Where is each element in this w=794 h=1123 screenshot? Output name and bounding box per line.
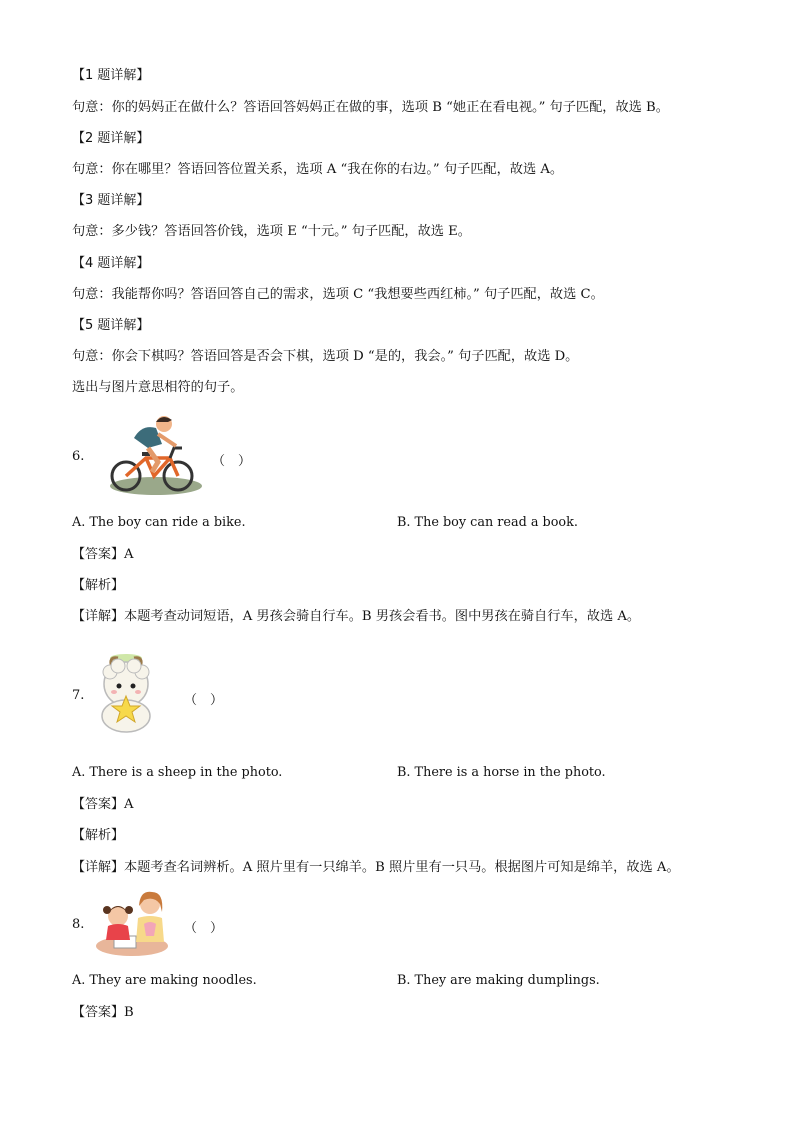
question-7-option-a: A. There is a sheep in the photo.	[72, 765, 283, 780]
question-8-answer	[72, 1004, 134, 1022]
question-6-answer-parentheses: （ ）	[212, 454, 252, 469]
detail-label: 【详解】	[72, 860, 125, 875]
explanation-2-text: 句意：你在哪里？答语回答位置关系，选项 A “我在你的右边。” 句子匹配，故选 A。	[72, 162, 564, 177]
question-7-number: 7.	[72, 688, 85, 703]
question-6-number: 6.	[72, 449, 85, 464]
cartoon-sheep-image	[94, 650, 158, 738]
section-instruction: 选出与图片意思相符的句子。	[72, 380, 244, 395]
question-7-answer	[72, 796, 134, 814]
explanation-4-header: 【4 题详解】	[72, 256, 150, 271]
explanation-5-text: 句意：你会下棋吗？答语回答是否会下棋，选项 D “是的，我会。” 句子匹配，故选 D。	[72, 349, 579, 364]
answer-label: 【答案】	[72, 797, 125, 812]
answer-value: A	[124, 797, 134, 812]
explanation-1-header: 【1 题详解】	[72, 68, 150, 83]
question-8-number: 8.	[72, 917, 85, 932]
mother-and-girl-making-dumplings-image	[94, 886, 170, 958]
question-6-detail	[72, 608, 640, 626]
question-7-detail	[72, 859, 680, 877]
detail-text: 本题考查名词辨析。A 照片里有一只绵羊。B 照片里有一只马。根据图片可知是绵羊，故选 A。	[124, 860, 680, 875]
detail-text: 本题考查动词短语，A 男孩会骑自行车。B 男孩会看书。图中男孩在骑自行车，故选 A。	[124, 609, 641, 624]
question-6-option-a: A. The boy can ride a bike.	[72, 515, 246, 530]
question-7-answer-parentheses: （ ）	[184, 693, 224, 708]
question-8-option-a: A. They are making noodles.	[72, 973, 257, 988]
answer-label: 【答案】	[72, 1005, 125, 1020]
question-6-option-b: B. The boy can read a book.	[397, 515, 578, 530]
question-6-analysis-label: 【解析】	[72, 578, 125, 593]
explanation-4-text: 句意：我能帮你吗？答语回答自己的需求，选项 C “我想要些西红柿。” 句子匹配，故选 C。	[72, 287, 604, 302]
answer-value: B	[124, 1005, 134, 1020]
answer-value: A	[124, 547, 134, 562]
explanation-3-text: 句意：多少钱？答语回答价钱，选项 E “十元。” 句子匹配，故选 E。	[72, 224, 471, 239]
explanation-5-header: 【5 题详解】	[72, 318, 150, 333]
question-6-answer	[72, 546, 134, 564]
explanation-3-header: 【3 题详解】	[72, 193, 150, 208]
question-8-option-b: B. They are making dumplings.	[397, 973, 600, 988]
explanation-1-text: 句意：你的妈妈正在做什么？答语回答妈妈正在做的事，选项 B “她正在看电视。” 句子匹配，故选 B。	[72, 100, 669, 115]
boy-riding-bike-image	[104, 414, 204, 498]
question-7-option-b: B. There is a horse in the photo.	[397, 765, 606, 780]
question-8-answer-parentheses: （ ）	[184, 921, 224, 936]
answer-label: 【答案】	[72, 547, 125, 562]
explanation-2-header: 【2 题详解】	[72, 131, 150, 146]
detail-label: 【详解】	[72, 609, 125, 624]
question-7-analysis-label: 【解析】	[72, 828, 125, 843]
